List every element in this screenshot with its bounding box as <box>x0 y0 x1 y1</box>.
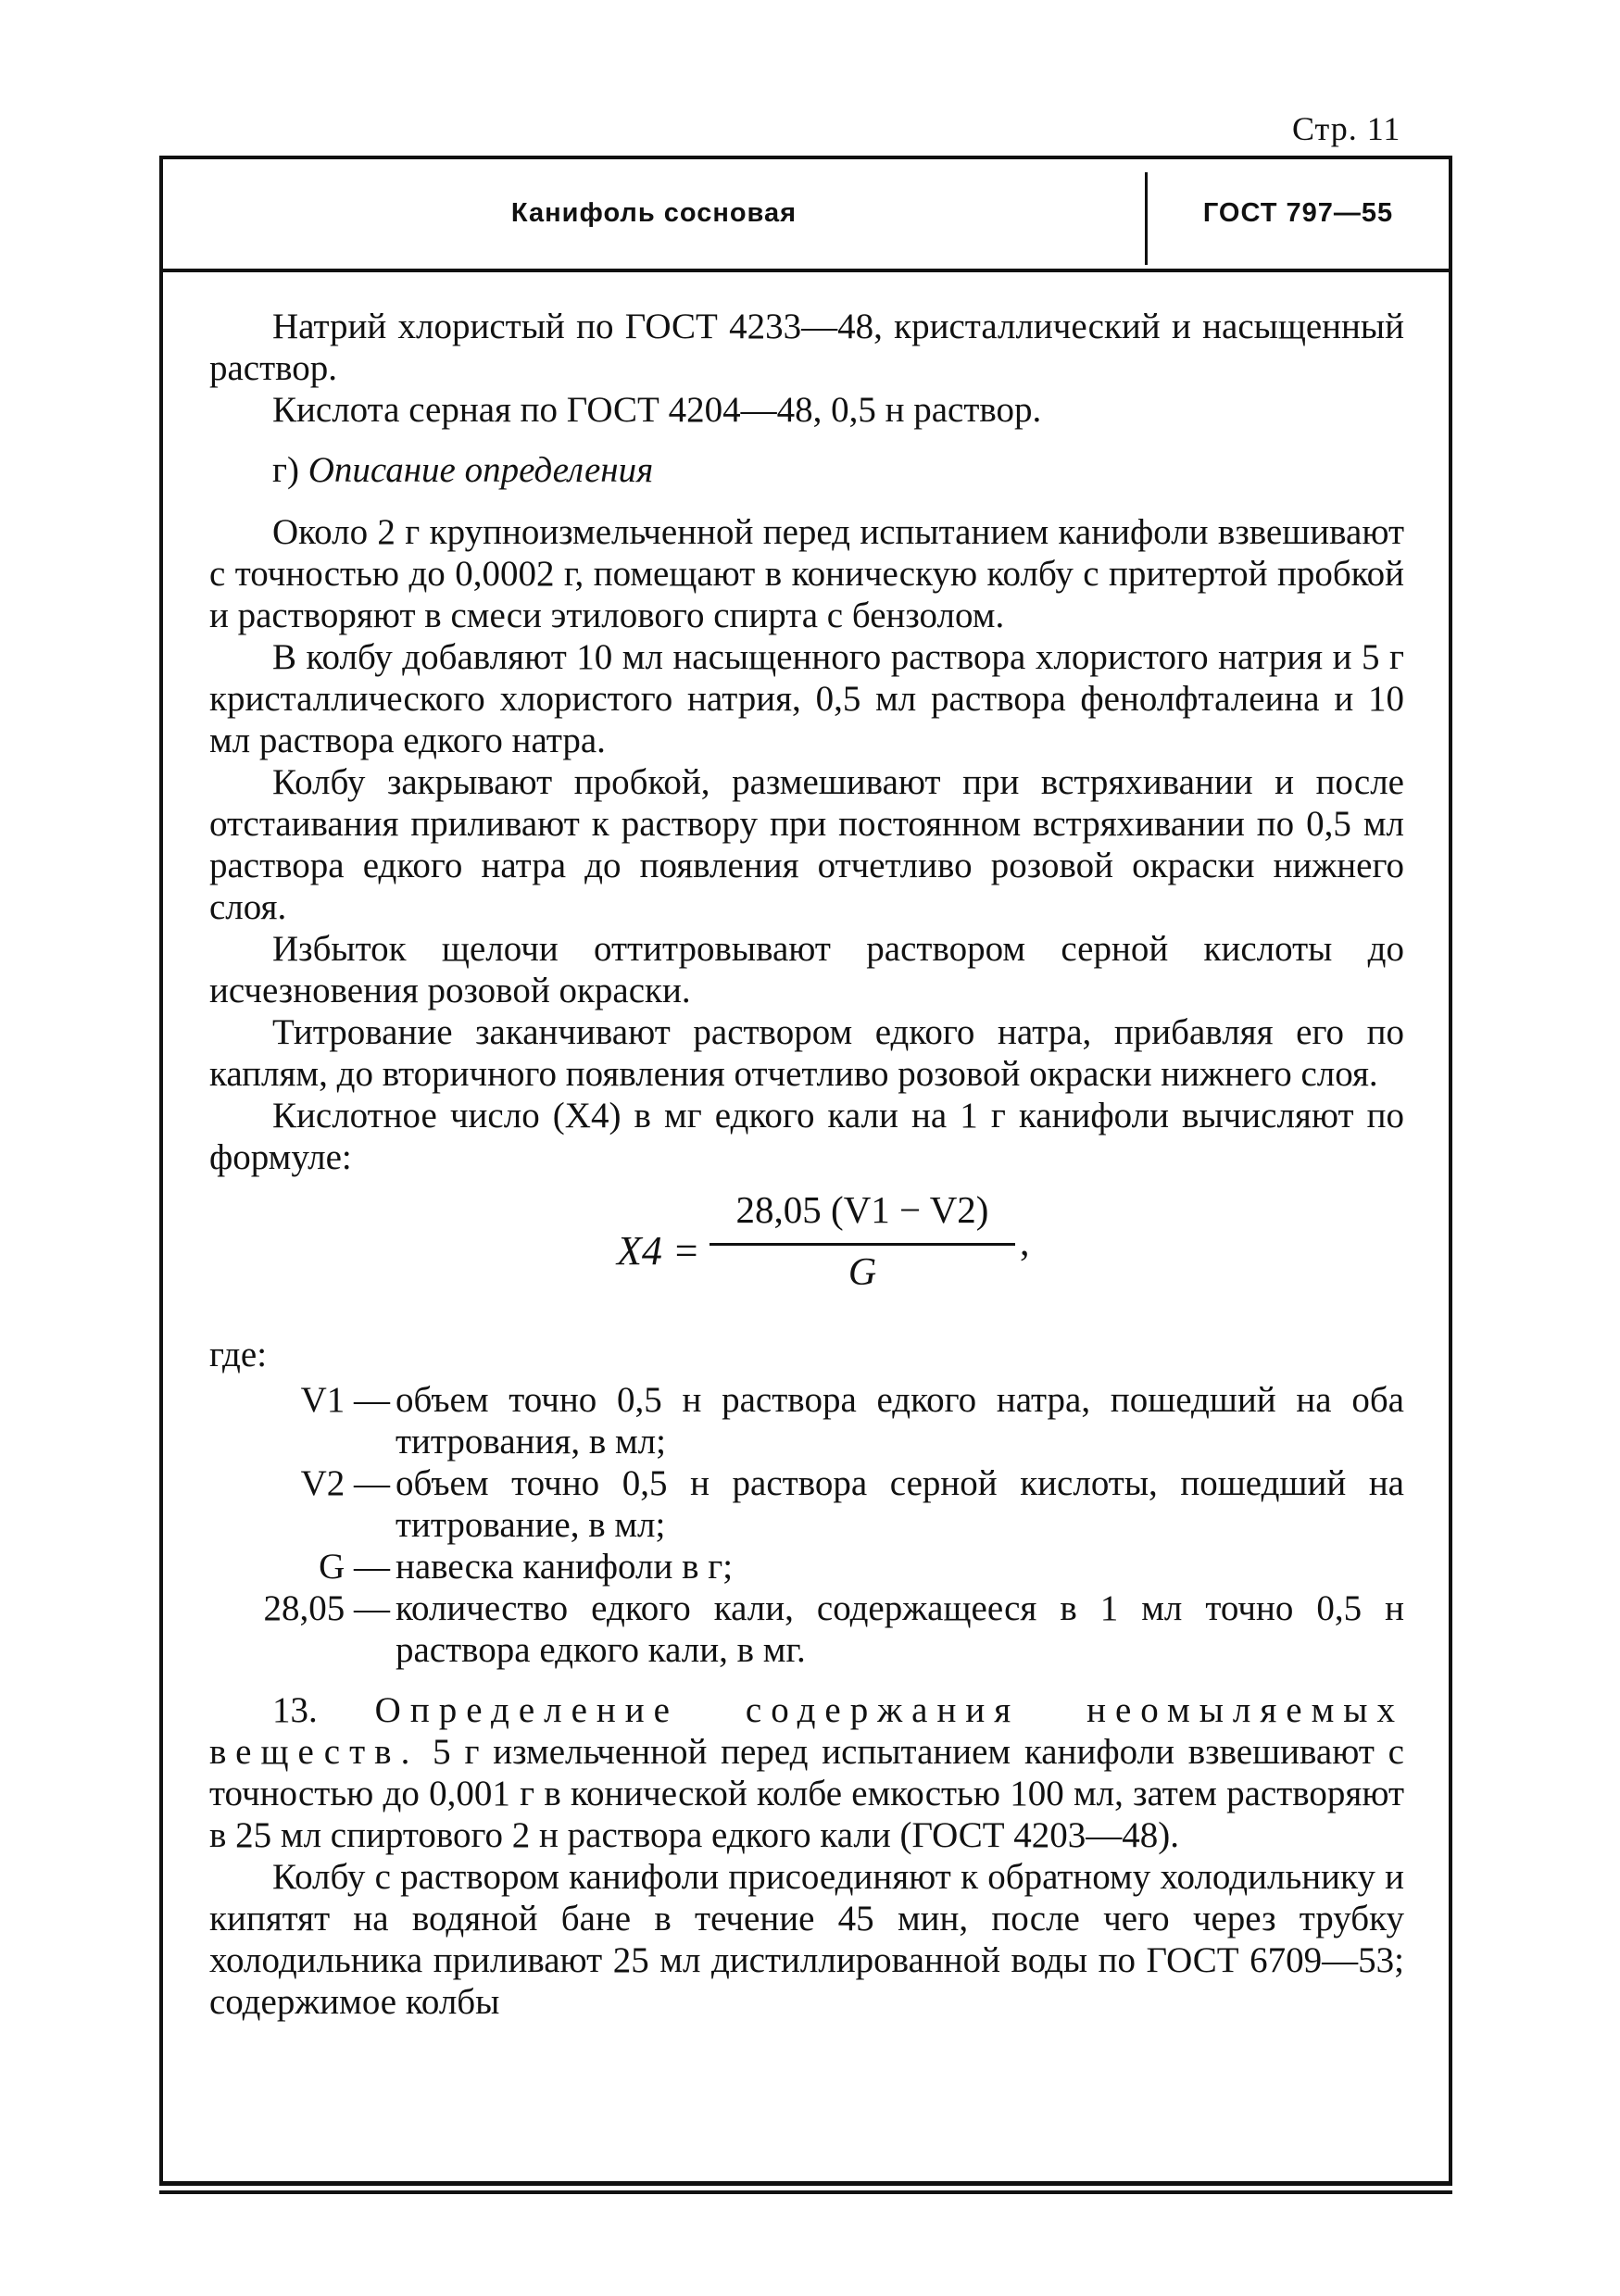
paragraph-sodium-chloride: Натрий хлористый по ГОСТ 4233—48, кристаллический и насыщенный раствор. <box>209 307 1404 388</box>
paragraph-reflux: Колбу с раствором канифоли присоединяют к обратному холодильнику и кипятят на водяной бане в течение 45 мин, после чего через трубку холодильника приливают 25 мл дистиллированной воды по ГОСТ 6709—53; содержимое колбы <box>209 1857 1404 2022</box>
definition-symbol: V2 — <box>300 1463 390 1503</box>
paragraph-add-to-flask: В колбу добавляют 10 мл насыщенного раствора хлористого натрия и 5 г кристаллического хлористого натрия, 0,5 мл раствора фенолфталеина и 10 мл раствора едкого натра. <box>209 637 1404 760</box>
formula-trailing-comma: , <box>1020 1222 1030 1264</box>
page-number: Стр. 11 <box>1292 110 1401 147</box>
definition-symbol: G — <box>319 1547 390 1587</box>
paragraph-unsaponifiable <box>209 1689 1404 1856</box>
clause-heading: Определение содержания неомыляемых веществ. <box>209 1690 1405 1772</box>
paragraph-titration-end: Титрование заканчивают раствором едкого натра, прибавляя его по каплям, до вторичного появления отчетливо розовой окраски нижнего слоя. <box>209 1012 1404 1094</box>
section-heading-description <box>209 449 1404 491</box>
formula-acid-number <box>209 1186 1404 1324</box>
formula-fraction-bar <box>710 1243 1015 1246</box>
paragraph-shaking: Колбу закрывают пробкой, размешивают при встряхивании и после отстаивания приливают к раствору при постоянном встряхивании по 0,5 мл раствора едкого натра до появления отчетливо розовой окраски нижнего слоя. <box>209 762 1404 927</box>
definition-text: навеска канифоли в г; <box>396 1547 734 1587</box>
clause-number: 13. <box>272 1690 318 1730</box>
definition-text: объем точно 0,5 н раствора едкого натра, пошедший на оба титрования, в мл; <box>396 1380 1404 1462</box>
paragraph-acid-number: Кислотное число (X4) в мг едкого кали на 1 г канифоли вычисляют по формуле: <box>209 1096 1404 1177</box>
definition-row <box>209 1587 1404 1671</box>
section-letter: г) <box>272 450 299 490</box>
formula-numerator: 28,05 (V1 − V2) <box>735 1188 989 1231</box>
section-title: Описание определения <box>308 450 654 490</box>
paragraph-weighing: Около 2 г крупноизмельченной перед испытанием канифоли взвешивают с точностью до 0,0002 г, помещают в коническую колбу с притертой пробкой и растворяют в смеси этилового спирта с бензолом. <box>209 512 1404 635</box>
bottom-rule <box>159 2190 1452 2194</box>
definitions-list <box>209 1379 1404 1671</box>
paragraph-sulfuric-acid: Кислота серная по ГОСТ 4204—48, 0,5 н раствор. <box>272 390 1042 430</box>
document-title: Канифоль сосновая <box>510 198 797 228</box>
definition-row <box>209 1379 1404 1462</box>
paragraph-excess-alkali: Избыток щелочи оттитровывают раствором серной кислоты до исчезновения розовой окраски. <box>209 929 1404 1010</box>
where-label: где: <box>209 1335 268 1374</box>
definition-row <box>209 1546 1404 1587</box>
definition-text: количество едкого кали, содержащееся в 1 мл точно 0,5 н раствора едкого кали, в мг. <box>396 1588 1404 1670</box>
document-body <box>209 306 1404 2023</box>
document-header <box>163 159 1449 272</box>
document-code: ГОСТ 797—55 <box>1202 198 1394 228</box>
formula-lhs: X4 = <box>617 1228 700 1273</box>
definition-symbol: V1 — <box>300 1380 390 1420</box>
definition-text: объем точно 0,5 н раствора серной кислоты, пошедший на титрование, в мл; <box>396 1463 1404 1545</box>
definition-row <box>209 1462 1404 1546</box>
formula-denominator: G <box>848 1251 877 1294</box>
definition-symbol: 28,05 — <box>263 1588 390 1628</box>
clause-text: 5 г измельченной перед испытанием канифоли взвешивают с точностью до 0,001 г в конической колбе емкостью 100 мл, затем растворяют в 25 мл спиртового 2 н раствора едкого кали (ГОСТ 4203—48). <box>209 1732 1404 1855</box>
